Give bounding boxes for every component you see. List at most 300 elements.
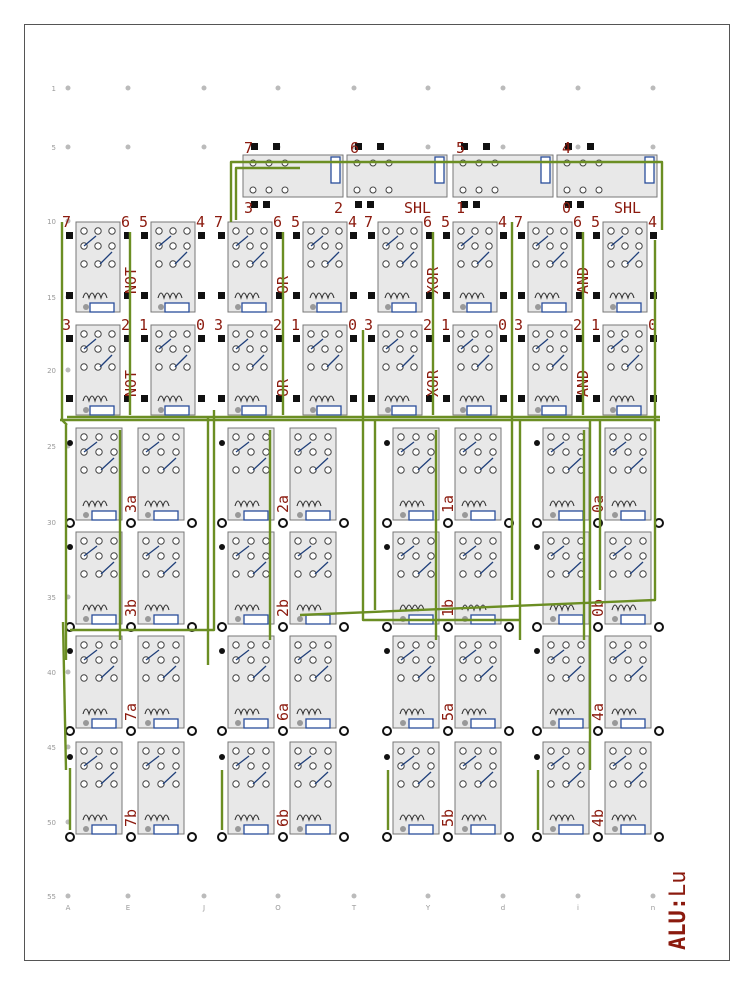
pad-grey <box>235 720 241 726</box>
relay-body <box>290 428 336 520</box>
pad-grey <box>158 407 164 413</box>
relay-body <box>228 742 274 834</box>
column-label: O <box>275 904 281 912</box>
pad-square <box>443 395 450 402</box>
relay-contact <box>386 187 392 193</box>
logic-bit-label: 5 <box>441 213 451 231</box>
diode <box>392 406 416 415</box>
relay-contact <box>640 571 646 577</box>
relay-contact <box>578 781 584 787</box>
relay-contact <box>397 346 403 352</box>
relay-contact <box>248 748 254 754</box>
relay-contact <box>336 346 342 352</box>
relay-contact <box>413 553 419 559</box>
relay-contact <box>170 346 176 352</box>
relay-body <box>543 636 589 728</box>
relay-contact <box>411 364 417 370</box>
pad-square <box>368 232 375 239</box>
relay-contact <box>398 571 404 577</box>
pad-square <box>367 201 374 208</box>
relay-contact <box>109 261 115 267</box>
diode <box>559 719 583 728</box>
relay-contact <box>233 675 239 681</box>
relay-pair-label: 3a <box>122 494 140 513</box>
grid-dot <box>426 894 431 899</box>
grid-dot <box>352 86 357 91</box>
pad-round <box>67 544 73 550</box>
pad-grey <box>610 304 616 310</box>
bit-relay <box>76 532 122 624</box>
shl-bit-label: 0 <box>562 199 572 217</box>
pad-grey <box>235 616 241 622</box>
relay-contact <box>411 346 417 352</box>
diode <box>92 719 116 728</box>
relay-contact <box>610 642 616 648</box>
pad-grey <box>460 304 466 310</box>
pad-square <box>141 292 148 299</box>
relay-contact <box>143 748 149 754</box>
logic-relay <box>378 325 422 415</box>
pad-square <box>218 292 225 299</box>
relay-contact <box>322 346 328 352</box>
relay-contact <box>636 261 642 267</box>
pad-square <box>66 395 73 402</box>
relay-contact <box>578 748 584 754</box>
pad-square <box>593 232 600 239</box>
relay-contact <box>596 187 602 193</box>
logic-relay <box>603 325 647 415</box>
relay-contact <box>295 781 301 787</box>
pad-grey <box>610 407 616 413</box>
pad-ring <box>127 727 135 735</box>
relay-contact <box>578 642 584 648</box>
relay-contact <box>95 331 101 337</box>
grid-dot <box>126 145 131 150</box>
relay-contact <box>413 538 419 544</box>
diode <box>244 511 268 520</box>
diode <box>559 825 583 834</box>
pad-grey <box>83 304 89 310</box>
relay-contact <box>608 228 614 234</box>
relay-contact <box>263 763 269 769</box>
diode <box>317 406 341 415</box>
relay-contact <box>533 331 539 337</box>
logic-bit-label: 3 <box>214 316 224 334</box>
relay-contact <box>640 642 646 648</box>
relay-contact <box>548 467 554 473</box>
relay-contact <box>563 538 569 544</box>
pad-grey <box>235 304 241 310</box>
pad-ring <box>340 727 348 735</box>
grid-dot <box>66 86 71 91</box>
relay-contact <box>413 763 419 769</box>
pad-grey <box>385 407 391 413</box>
relay-contact <box>640 467 646 473</box>
diode <box>244 825 268 834</box>
relay-contact <box>486 346 492 352</box>
relay-contact <box>625 538 631 544</box>
pad-round <box>534 648 540 654</box>
relay-contact <box>490 748 496 754</box>
relay-contact <box>475 538 481 544</box>
pad-grey <box>400 720 406 726</box>
relay-contact <box>610 781 616 787</box>
relay-contact <box>398 642 404 648</box>
relay-contact <box>96 748 102 754</box>
pad-square <box>350 292 357 299</box>
relay-contact <box>622 331 628 337</box>
pad-ring <box>66 727 74 735</box>
relay-contact <box>81 228 87 234</box>
pad-grey <box>400 512 406 518</box>
relay-contact <box>248 434 254 440</box>
pad-square <box>350 395 357 402</box>
pad-ring <box>188 519 196 527</box>
pad-square <box>377 143 384 150</box>
relay-contact <box>428 434 434 440</box>
relay-contact <box>336 331 342 337</box>
relay-contact <box>475 657 481 663</box>
bit-relay <box>290 428 336 520</box>
relay-contact <box>248 553 254 559</box>
pad-grey <box>535 304 541 310</box>
relay-contact <box>173 553 179 559</box>
pad-grey <box>235 826 241 832</box>
relay-contact <box>561 243 567 249</box>
shl-bit-label: 4 <box>562 139 572 157</box>
relay-contact <box>625 642 631 648</box>
relay-pair-label: 2a <box>274 494 292 513</box>
grid-dot <box>651 894 656 899</box>
relay-contact <box>247 243 253 249</box>
relay-contact <box>533 228 539 234</box>
pad-ring <box>505 623 513 631</box>
logic-bit-label: 7 <box>214 213 224 231</box>
relay-body <box>76 742 122 834</box>
bit-relay <box>393 636 439 728</box>
relay-contact <box>475 434 481 440</box>
relay-contact <box>490 538 496 544</box>
pad-grey <box>462 720 468 726</box>
pad-grey <box>235 512 241 518</box>
pad-ring <box>594 833 602 841</box>
relay-contact <box>413 449 419 455</box>
relay-contact <box>640 538 646 544</box>
diode <box>244 719 268 728</box>
bit-relay <box>543 428 589 520</box>
pad-ring <box>218 833 226 841</box>
relay-contact <box>548 748 554 754</box>
diode <box>621 615 645 624</box>
relay-contact <box>547 331 553 337</box>
relay-contact <box>563 748 569 754</box>
pad-grey <box>612 512 618 518</box>
relay-contact <box>428 449 434 455</box>
bit-relay <box>228 428 274 520</box>
diode <box>621 511 645 520</box>
relay-contact <box>173 763 179 769</box>
pad-square <box>218 335 225 342</box>
relay-contact <box>248 657 254 663</box>
relay-contact <box>636 228 642 234</box>
grid-dot <box>426 145 431 150</box>
relay-contact <box>490 675 496 681</box>
relay-contact <box>548 434 554 440</box>
relay-contact <box>184 243 190 249</box>
relay-contact <box>173 467 179 473</box>
logic-bit-label: 3 <box>514 316 524 334</box>
pad-square <box>350 232 357 239</box>
bit-relay <box>76 428 122 520</box>
pad-grey <box>83 407 89 413</box>
pad-grey <box>83 826 89 832</box>
logic-bit-label: 0 <box>498 316 508 334</box>
relay-contact <box>233 364 239 370</box>
logic-bit-label: 7 <box>514 213 524 231</box>
bit-relay <box>393 428 439 520</box>
relay-body <box>76 532 122 624</box>
pad-round <box>384 754 390 760</box>
relay-contact <box>158 538 164 544</box>
relay-contact <box>310 538 316 544</box>
relay-pair-label: 2b <box>274 598 292 617</box>
pad-square <box>198 335 205 342</box>
diode <box>92 615 116 624</box>
bit-relay <box>543 636 589 728</box>
relay-contact <box>158 642 164 648</box>
pad-grey <box>550 616 556 622</box>
relay-contact <box>184 364 190 370</box>
pad-ring <box>188 833 196 841</box>
relay-contact <box>472 228 478 234</box>
pad-square <box>218 395 225 402</box>
logic-name-label: AND <box>574 369 592 397</box>
relay-contact <box>81 364 87 370</box>
logic-relay <box>378 222 422 312</box>
relay-contact <box>640 675 646 681</box>
relay-contact <box>248 538 254 544</box>
relay-contact <box>336 243 342 249</box>
logic-relay <box>76 222 120 312</box>
relay-contact <box>486 243 492 249</box>
relay-contact <box>398 434 404 440</box>
pad-ring <box>279 727 287 735</box>
pad-ring <box>444 623 452 631</box>
relay-contact <box>173 571 179 577</box>
diode <box>617 303 641 312</box>
relay-contact <box>636 346 642 352</box>
relay-contact <box>233 434 239 440</box>
relay-contact <box>640 763 646 769</box>
relay-contact <box>490 657 496 663</box>
relay-contact <box>561 228 567 234</box>
relay-contact <box>563 449 569 455</box>
relay-contact <box>96 538 102 544</box>
grid-dot <box>352 894 357 899</box>
relay-contact <box>625 449 631 455</box>
relay-contact <box>548 781 554 787</box>
relay-contact <box>111 781 117 787</box>
relay-pair-label: 5a <box>439 702 457 721</box>
relay-contact <box>640 748 646 754</box>
pad-round <box>67 648 73 654</box>
relay-contact <box>233 642 239 648</box>
relay-contact <box>170 243 176 249</box>
pad-grey <box>145 512 151 518</box>
pad-square <box>355 201 362 208</box>
relay-contact <box>248 449 254 455</box>
pad-square <box>368 292 375 299</box>
relay-contact <box>564 187 570 193</box>
bit-relay <box>543 532 589 624</box>
relay-contact <box>96 449 102 455</box>
relay-contact <box>263 538 269 544</box>
bit-relay <box>138 428 184 520</box>
logic-bit-label: 4 <box>196 213 206 231</box>
row-label: 5 <box>51 144 56 152</box>
relay-contact <box>263 781 269 787</box>
relay-contact <box>383 331 389 337</box>
relay-contact <box>476 187 482 193</box>
grid-dot <box>202 145 207 150</box>
pad-ring <box>444 833 452 841</box>
pad-grey <box>145 826 151 832</box>
relay-contact <box>622 228 628 234</box>
pad-round <box>67 754 73 760</box>
pad-square <box>66 335 73 342</box>
relay-contact <box>490 467 496 473</box>
relay-contact <box>109 228 115 234</box>
pad-ring <box>505 833 513 841</box>
diode <box>559 615 583 624</box>
relay-contact <box>261 364 267 370</box>
pad-ring <box>340 623 348 631</box>
relay-contact <box>486 364 492 370</box>
relay-body <box>605 636 651 728</box>
relay-contact <box>397 228 403 234</box>
pad-square <box>473 201 480 208</box>
relay-contact <box>548 571 554 577</box>
relay-contact <box>261 331 267 337</box>
relay-contact <box>383 261 389 267</box>
relay-contact <box>156 228 162 234</box>
relay-contact <box>610 571 616 577</box>
relay-body <box>543 742 589 834</box>
bit-relay <box>290 636 336 728</box>
pad-grey <box>535 407 541 413</box>
relay-body <box>290 532 336 624</box>
relay-contact <box>625 763 631 769</box>
relay-contact <box>173 657 179 663</box>
logic-bit-label: 2 <box>423 316 433 334</box>
relay-contact <box>580 187 586 193</box>
bit-relay <box>455 742 501 834</box>
pad-square <box>141 335 148 342</box>
logic-bit-label: 4 <box>648 213 658 231</box>
relay-contact <box>336 228 342 234</box>
bit-relay <box>290 742 336 834</box>
relay-pair-label: 1a <box>439 494 457 513</box>
relay-contact <box>475 553 481 559</box>
relay-contact <box>533 261 539 267</box>
relay-contact <box>460 571 466 577</box>
relay-contact <box>475 763 481 769</box>
relay-contact <box>263 434 269 440</box>
relay-contact <box>486 331 492 337</box>
pad-ring <box>279 833 287 841</box>
relay-contact <box>475 642 481 648</box>
diode <box>154 511 178 520</box>
relay-contact <box>578 763 584 769</box>
grid-dot <box>276 894 281 899</box>
relay-contact <box>608 261 614 267</box>
pad-grey <box>297 826 303 832</box>
relay-contact <box>261 243 267 249</box>
relay-body <box>138 428 184 520</box>
diode <box>392 303 416 312</box>
logic-bit-label: 5 <box>291 213 301 231</box>
bit-relay <box>76 636 122 728</box>
relay-contact <box>158 553 164 559</box>
logic-bit-label: 0 <box>348 316 358 334</box>
pad-round <box>534 754 540 760</box>
relay-contact <box>263 449 269 455</box>
logic-relay <box>303 222 347 312</box>
relay-contact <box>109 346 115 352</box>
pad-ring <box>383 727 391 735</box>
pad-square <box>483 143 490 150</box>
grid-dot <box>576 145 581 150</box>
diode <box>306 825 330 834</box>
relay-contact <box>158 763 164 769</box>
relay-contact <box>96 642 102 648</box>
relay-contact <box>143 434 149 440</box>
relay-contact <box>610 748 616 754</box>
relay-contact <box>158 434 164 440</box>
relay-contact <box>608 331 614 337</box>
board-title <box>666 871 691 950</box>
relay-contact <box>413 434 419 440</box>
logic-bit-label: 1 <box>441 316 451 334</box>
pad-grey <box>297 512 303 518</box>
relay-contact <box>548 538 554 544</box>
relay-contact <box>636 243 642 249</box>
diode <box>471 511 495 520</box>
diode <box>306 719 330 728</box>
relay-contact <box>561 346 567 352</box>
column-label: d <box>500 904 506 912</box>
diode <box>90 406 114 415</box>
bit-relay <box>228 742 274 834</box>
relay-contact <box>397 243 403 249</box>
relay-contact <box>170 331 176 337</box>
relay-contact <box>533 364 539 370</box>
relay-contact <box>295 571 301 577</box>
relay-contact <box>170 228 176 234</box>
relay-contact <box>81 467 87 473</box>
relay-contact <box>398 748 404 754</box>
relay-contact <box>81 434 87 440</box>
relay-contact <box>111 449 117 455</box>
pad-square <box>350 335 357 342</box>
relay-contact <box>95 346 101 352</box>
pad-grey <box>158 304 164 310</box>
grid-dot <box>126 894 131 899</box>
grid-dot <box>651 145 656 150</box>
pad-square <box>198 232 205 239</box>
bit-relay <box>290 532 336 624</box>
relay-contact <box>472 243 478 249</box>
